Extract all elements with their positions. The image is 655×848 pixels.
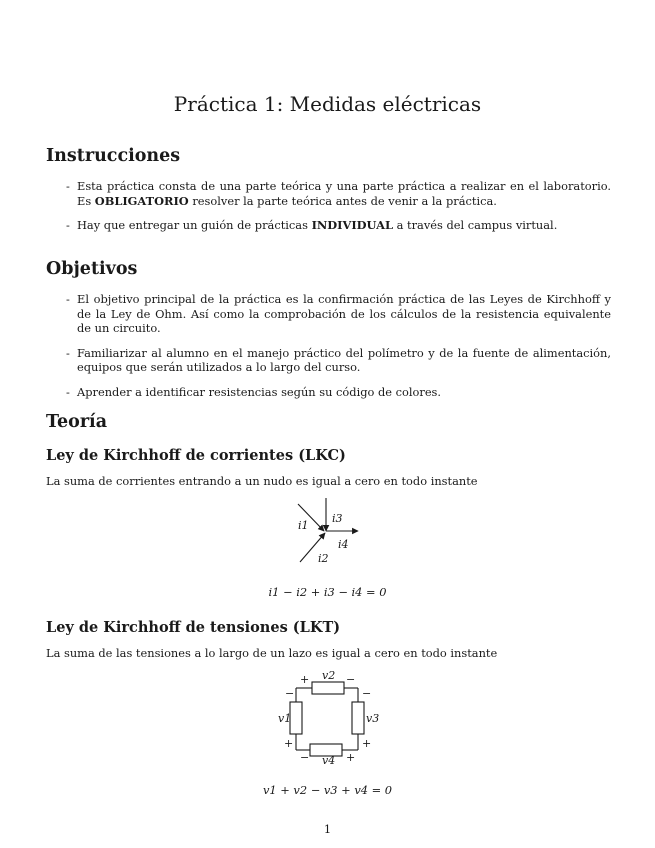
section-heading-instrucciones: Instrucciones [46, 146, 181, 166]
sign-v4-plus: + [346, 751, 356, 764]
lkt-equation: v1 + v2 − v3 + v4 = 0 [262, 783, 393, 797]
page-title: Práctica 1: Medidas eléctricas [173, 92, 482, 116]
lkc-equation: i1 − i2 + i3 − i4 = 0 [268, 585, 387, 599]
label-v4: v4 [322, 754, 336, 767]
resistor-v1 [290, 702, 302, 734]
list-item: - Aprender a identificar resistencias según su código de colores. [66, 384, 442, 399]
sign-v2-minus: − [346, 673, 356, 686]
objetivos-list [66, 292, 611, 409]
resistor-v3 [352, 702, 364, 734]
sign-v3-plus: + [362, 737, 372, 750]
label-v2: v2 [322, 669, 336, 682]
resistor-v2 [312, 682, 344, 694]
section-heading-objetivos: Objetivos [46, 259, 138, 279]
list-item: - El objetivo principal de la práctica es la confirmación práctica de las Leyes de Kirchhoff y de la Ley de Ohm. Así como la comprobación de los cálculos de la resistencia equivalente de un circuito. [66, 292, 611, 335]
page-number: 1 [323, 822, 332, 836]
subsection-heading-lkc: Ley de Kirchhoff de corrientes (LKC) [46, 447, 346, 464]
list-item: - Familiarizar al alumno en el manejo práctico del polímetro y de la fuente de alimentación, equipos que serán utilizados a lo largo del curso. [66, 345, 611, 374]
label-v1: v1 [278, 712, 292, 725]
sign-v1-minus: − [285, 687, 295, 700]
instrucciones-list [66, 179, 611, 243]
sign-v2-plus: + [300, 673, 310, 686]
label-i3: i3 [332, 512, 343, 525]
sign-v3-minus: − [362, 687, 372, 700]
subsection-heading-lkt: Ley de Kirchhoff de tensiones (LKT) [46, 619, 341, 636]
lkt-statement: La suma de las tensiones a lo largo de un lazo es igual a cero en todo instante [46, 646, 498, 660]
lkt-loop-diagram [272, 668, 384, 768]
label-i2: i2 [318, 552, 329, 565]
section-heading-teoria: Teoría [46, 412, 108, 432]
sign-v4-minus: − [300, 751, 310, 764]
label-i1: i1 [298, 519, 309, 532]
list-item: - Hay que entregar un guión de prácticas INDIVIDUAL a través del campus virtual. [66, 218, 558, 232]
lkc-statement: La suma de corrientes entrando a un nudo es igual a cero en todo instante [46, 474, 478, 488]
list-item: - Esta práctica consta de una parte teórica y una parte práctica a realizar en el laboratorio. Es OBLIGATORIO resolver la parte teórica antes de venir a la práctica. [66, 179, 611, 208]
label-i4: i4 [338, 538, 349, 551]
label-v3: v3 [366, 712, 380, 725]
sign-v1-plus: + [284, 737, 294, 750]
lkc-node-diagram [290, 498, 370, 570]
